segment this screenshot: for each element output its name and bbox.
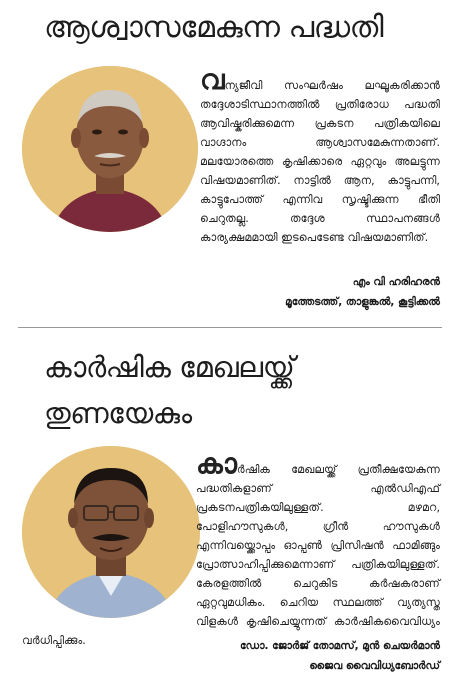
article-2 xyxy=(0,332,460,685)
article-1-byline xyxy=(285,272,440,312)
article-2-dropcap: കാ xyxy=(196,447,237,480)
article-2-author: ഡോ. ജോർജ് തോമസ്, മുൻ ചെയർമാൻ xyxy=(240,640,440,652)
article-2-byline xyxy=(240,636,440,676)
photo-wrap-space xyxy=(22,454,196,628)
article-1-headline: ആശ്വാസമേകുന്ന പദ്ധതി xyxy=(44,10,384,45)
article-2-body xyxy=(22,447,440,650)
article-1-place: മൂത്തേടത്ത്, താളുങ്കൽ, കൂട്ടിക്കൽ xyxy=(285,296,440,308)
photo-wrap-space xyxy=(22,70,200,236)
article-1-body xyxy=(22,63,440,247)
article-1-dropcap: വ xyxy=(200,63,225,96)
article-1-author: എം വി ഹരിഹരൻ xyxy=(352,276,440,288)
article-1-text: ന്യജീവി സംഘർഷം ലഘൂകരിക്കാൻ തദ്ദേശാടിസ്ഥാനത്തിൽ പ്രതിരോധ പദ്ധതി ആവിഷ്കരിക്കുമെന്ന പ്രകടന പത്രികയിലെ വാഗ്ദാനം ആശ്വാസമേകുന്നതാണ്. മലയോരത്തെ കൃഷിക്കാരെ ഏറ്റവും അലട്ടുന്ന വിഷയമാണിത്. നാട്ടിൽ ആന, കാട്ടുപന്നി, കാട്ടുപോത്ത് എന്നിവ സൃഷ്ടിക്കുന്ന ഭീതി ചെറുതല്ല. തദ്ദേശ സ്ഥാപനങ്ങൾ കാര്യക്ഷമമായി ഇടപെടേണ്ട വിഷയമാണിത്. xyxy=(200,79,440,244)
article-2-headline: കാർഷിക മേഖലയ്ക്ക് തുണയേകും xyxy=(44,350,295,430)
article-2-place: ജൈവ വൈവിധ്യബോർഡ് xyxy=(309,660,440,672)
article-2-text: ർഷിക മേഖലയ്ക്ക് പ്രതീക്ഷയേകുന്ന പദ്ധതികളാണ് എൽഡിഎഫ് പ്രകടനപത്രികയിലുള്ളത്. മഴമറ, പോളിഹൗസുകൾ, ഗ്രീൻ ഹൗസുകൾ എന്നിവയ്ക്കൊപ്പം ഓപ്പൺ പ്രിസിഷൻ ഫാമിങ്ങും പ്രോത്സാഹിപ്പിക്കുമെന്നാണ് പത്രികയിലുള്ളത്. കേരളത്തിൽ ചെറുകിട കർഷകരാണ് ഏറ്റവുമധികം. ചെറിയ സ്ഥലത്ത് വ്യത്യസ്ത വിളകൾ കൃഷിചെയ്യുന്നത് കാർഷികവൈവിധ്യം വർധിപ്പിക്കും. xyxy=(22,463,440,647)
section-divider xyxy=(18,327,442,328)
article-1 xyxy=(0,0,460,322)
